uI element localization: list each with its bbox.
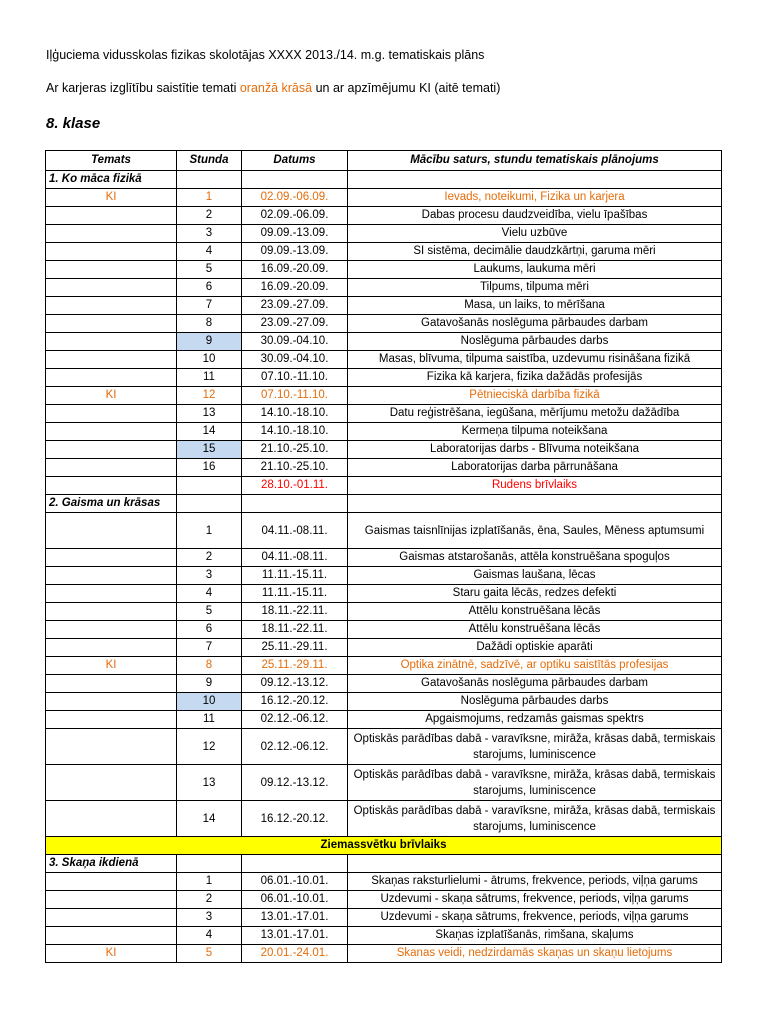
temats-cell	[46, 693, 177, 711]
section-row	[46, 495, 722, 513]
datums-cell: 30.09.-04.10.	[242, 333, 348, 351]
datums-cell: 16.12.-20.12.	[242, 801, 348, 837]
table-row	[46, 351, 722, 369]
section-title-cell: 1. Ko māca fizikā	[46, 171, 177, 189]
saturs-cell: Attēlu konstruēšana lēcās	[348, 603, 722, 621]
stunda-cell: 4	[177, 243, 242, 261]
table-row	[46, 387, 722, 405]
datums-cell: 16.12.-20.12.	[242, 693, 348, 711]
section-row	[46, 171, 722, 189]
datums-cell: 06.01.-10.01.	[242, 891, 348, 909]
table-row	[46, 423, 722, 441]
table-row	[46, 711, 722, 729]
table-row	[46, 279, 722, 297]
stunda-cell: 6	[177, 279, 242, 297]
saturs-cell: Gaismas atstarošanās, attēla konstruēšana spoguļos	[348, 549, 722, 567]
empty-cell	[242, 495, 348, 513]
datums-cell: 02.09.-06.09.	[242, 189, 348, 207]
saturs-cell: Fizika kā karjera, fizika dažādās profesijās	[348, 369, 722, 387]
datums-cell: 07.10.-11.10.	[242, 387, 348, 405]
table-row	[46, 693, 722, 711]
temats-cell: KI	[46, 189, 177, 207]
table-row	[46, 297, 722, 315]
saturs-cell: Gaismas taisnlīnijas izplatīšanās, ēna, Saules, Mēness aptumsumi	[348, 513, 722, 549]
section-title-cell: 2. Gaisma un krāsas	[46, 495, 177, 513]
datums-cell: 09.12.-13.12.	[242, 675, 348, 693]
temats-cell	[46, 765, 177, 801]
temats-cell	[46, 297, 177, 315]
datums-cell: 06.01.-10.01.	[242, 873, 348, 891]
saturs-cell: Dabas procesu daudzveidība, vielu īpašības	[348, 207, 722, 225]
empty-cell	[348, 855, 722, 873]
table-row	[46, 765, 722, 801]
stunda-cell: 3	[177, 909, 242, 927]
saturs-cell: Optiskās parādības dabā - varavīksne, mirāža, krāsas dabā, termiskais starojums, luminiscence	[348, 729, 722, 765]
temats-cell	[46, 243, 177, 261]
temats-cell	[46, 891, 177, 909]
grade-heading: 8. klase	[46, 115, 101, 132]
datums-cell: 25.11.-29.11.	[242, 639, 348, 657]
saturs-cell: Laboratorijas darbs - Blīvuma noteikšana	[348, 441, 722, 459]
temats-cell	[46, 603, 177, 621]
table-row	[46, 675, 722, 693]
temats-cell	[46, 927, 177, 945]
stunda-cell: 2	[177, 891, 242, 909]
saturs-cell: Skaņas raksturlielumi - ātrums, frekvence, periods, viļņa garums	[348, 873, 722, 891]
empty-cell	[242, 855, 348, 873]
temats-cell	[46, 423, 177, 441]
stunda-cell: 14	[177, 423, 242, 441]
career-note	[46, 81, 500, 95]
stunda-cell: 10	[177, 693, 242, 711]
empty-cell	[242, 171, 348, 189]
temats-cell	[46, 801, 177, 837]
stunda-cell: 5	[177, 603, 242, 621]
stunda-cell	[177, 477, 242, 495]
saturs-cell: Masas, blīvuma, tilpuma saistība, uzdevumu risināšana fizikā	[348, 351, 722, 369]
document-title: Iļģuciema vidusskolas fizikas skolotājas XXXX 2013./14. m.g. tematiskais plāns	[46, 48, 485, 62]
table-header-row	[46, 151, 722, 171]
stunda-cell: 1	[177, 873, 242, 891]
saturs-cell: Gaismas laušana, lēcas	[348, 567, 722, 585]
saturs-cell: Masa, un laiks, to mērīšana	[348, 297, 722, 315]
temats-cell	[46, 369, 177, 387]
stunda-cell: 9	[177, 333, 242, 351]
stunda-cell: 4	[177, 585, 242, 603]
table-row	[46, 657, 722, 675]
stunda-cell: 11	[177, 369, 242, 387]
table-row	[46, 243, 722, 261]
datums-cell: 14.10.-18.10.	[242, 423, 348, 441]
stunda-cell: 13	[177, 405, 242, 423]
temats-cell	[46, 513, 177, 549]
temats-cell	[46, 549, 177, 567]
temats-cell	[46, 225, 177, 243]
saturs-cell: Kermeņa tilpuma noteikšana	[348, 423, 722, 441]
datums-cell: 20.01.-24.01.	[242, 945, 348, 963]
datums-cell: 30.09.-04.10.	[242, 351, 348, 369]
datums-cell: 09.12.-13.12.	[242, 765, 348, 801]
saturs-cell: Tilpums, tilpuma mēri	[348, 279, 722, 297]
temats-cell	[46, 441, 177, 459]
stunda-cell: 11	[177, 711, 242, 729]
stunda-cell: 7	[177, 639, 242, 657]
temats-cell	[46, 405, 177, 423]
thematic-plan-table	[45, 150, 722, 963]
holiday-row	[46, 837, 722, 855]
empty-cell	[177, 495, 242, 513]
saturs-cell: Vielu uzbūve	[348, 225, 722, 243]
stunda-cell: 8	[177, 315, 242, 333]
table-row	[46, 729, 722, 765]
saturs-cell: Gatavošanās noslēguma pārbaudes darbam	[348, 675, 722, 693]
stunda-cell: 8	[177, 657, 242, 675]
stunda-cell: 12	[177, 729, 242, 765]
saturs-cell: Dažādi optiskie aparāti	[348, 639, 722, 657]
table-row	[46, 801, 722, 837]
stunda-cell: 2	[177, 207, 242, 225]
saturs-cell: Optiskās parādības dabā - varavīksne, mirāža, krāsas dabā, termiskais starojums, luminiscence	[348, 801, 722, 837]
career-note-orange: oranžā krāsā	[239, 81, 313, 95]
temats-cell	[46, 477, 177, 495]
table-row	[46, 927, 722, 945]
datums-cell: 28.10.-01.11.	[242, 477, 348, 495]
temats-cell	[46, 567, 177, 585]
temats-cell	[46, 261, 177, 279]
stunda-cell: 5	[177, 945, 242, 963]
saturs-cell: Skanas veidi, nedzirdamās skaņas un skaņu lietojums	[348, 945, 722, 963]
temats-cell	[46, 351, 177, 369]
table-row	[46, 333, 722, 351]
datums-cell: 11.11.-15.11.	[242, 567, 348, 585]
section-row	[46, 855, 722, 873]
datums-cell: 23.09.-27.09.	[242, 315, 348, 333]
saturs-cell: Rudens brīvlaiks	[348, 477, 722, 495]
datums-cell: 21.10.-25.10.	[242, 441, 348, 459]
saturs-cell: Datu reģistrēšana, iegūšana, mērījumu metožu dažādība	[348, 405, 722, 423]
temats-cell	[46, 585, 177, 603]
stunda-cell: 5	[177, 261, 242, 279]
stunda-cell: 16	[177, 459, 242, 477]
datums-cell: 23.09.-27.09.	[242, 297, 348, 315]
table-row	[46, 315, 722, 333]
saturs-cell: Optiskās parādības dabā - varavīksne, mirāža, krāsas dabā, termiskais starojums, luminiscence	[348, 765, 722, 801]
saturs-cell: Uzdevumi - skaņa sātrums, frekvence, periods, viļņa garums	[348, 909, 722, 927]
stunda-cell: 2	[177, 549, 242, 567]
empty-cell	[177, 171, 242, 189]
saturs-cell: Laukums, laukuma mēri	[348, 261, 722, 279]
saturs-cell: Staru gaita lēcās, redzes defekti	[348, 585, 722, 603]
empty-cell	[348, 495, 722, 513]
career-note-start: Ar karjeras izglītību saistītie temati	[46, 81, 240, 95]
datums-cell: 09.09.-13.09.	[242, 243, 348, 261]
datums-cell: 16.09.-20.09.	[242, 261, 348, 279]
table-row	[46, 603, 722, 621]
datums-cell: 07.10.-11.10.	[242, 369, 348, 387]
saturs-cell: Uzdevumi - skaņa sātrums, frekvence, periods, viļņa garums	[348, 891, 722, 909]
datums-cell: 02.09.-06.09.	[242, 207, 348, 225]
table-row	[46, 945, 722, 963]
stunda-cell: 3	[177, 567, 242, 585]
datums-cell: 11.11.-15.11.	[242, 585, 348, 603]
datums-cell: 14.10.-18.10.	[242, 405, 348, 423]
temats-cell	[46, 909, 177, 927]
table-row	[46, 477, 722, 495]
temats-cell: KI	[46, 387, 177, 405]
table-row	[46, 513, 722, 549]
saturs-cell: Attēlu konstruēšana lēcās	[348, 621, 722, 639]
table-row	[46, 873, 722, 891]
stunda-cell: 6	[177, 621, 242, 639]
stunda-cell: 10	[177, 351, 242, 369]
table-row	[46, 459, 722, 477]
career-note-end: un ar apzīmējumu KI (aitē temati)	[312, 81, 501, 95]
header-saturs: Mācību saturs, stundu tematiskais plānojums	[348, 151, 722, 171]
stunda-cell: 14	[177, 801, 242, 837]
datums-cell: 13.01.-17.01.	[242, 909, 348, 927]
saturs-cell: Pētnieciskā darbība fizikā	[348, 387, 722, 405]
temats-cell	[46, 711, 177, 729]
table-body	[46, 171, 722, 963]
stunda-cell: 13	[177, 765, 242, 801]
saturs-cell: Optika zinātnē, sadzīvē, ar optiku saistītās profesijas	[348, 657, 722, 675]
table-row	[46, 621, 722, 639]
table-row	[46, 585, 722, 603]
stunda-cell: 12	[177, 387, 242, 405]
header-datums: Datums	[242, 151, 348, 171]
stunda-cell: 3	[177, 225, 242, 243]
empty-cell	[177, 855, 242, 873]
table-row	[46, 549, 722, 567]
table-row	[46, 405, 722, 423]
saturs-cell: SI sistēma, decimālie daudzkārtņi, garuma mēri	[348, 243, 722, 261]
temats-cell	[46, 279, 177, 297]
saturs-cell: Noslēguma pārbaudes darbs	[348, 693, 722, 711]
table-row	[46, 225, 722, 243]
datums-cell: 02.12.-06.12.	[242, 711, 348, 729]
datums-cell: 25.11.-29.11.	[242, 657, 348, 675]
temats-cell	[46, 315, 177, 333]
table-row	[46, 567, 722, 585]
table-row	[46, 261, 722, 279]
temats-cell	[46, 333, 177, 351]
stunda-cell: 7	[177, 297, 242, 315]
holiday-cell: Ziemassvētku brīvlaiks	[46, 837, 722, 855]
datums-cell: 18.11.-22.11.	[242, 603, 348, 621]
temats-cell: KI	[46, 945, 177, 963]
saturs-cell: Laboratorijas darba pārrunāšana	[348, 459, 722, 477]
saturs-cell: Apgaismojums, redzamās gaismas spektrs	[348, 711, 722, 729]
saturs-cell: Ievads, noteikumi, Fizika un karjera	[348, 189, 722, 207]
table-row	[46, 189, 722, 207]
stunda-cell: 1	[177, 189, 242, 207]
table-row	[46, 207, 722, 225]
datums-cell: 04.11.-08.11.	[242, 549, 348, 567]
datums-cell: 02.12.-06.12.	[242, 729, 348, 765]
temats-cell	[46, 621, 177, 639]
datums-cell: 13.01.-17.01.	[242, 927, 348, 945]
temats-cell	[46, 639, 177, 657]
datums-cell: 04.11.-08.11.	[242, 513, 348, 549]
table-row	[46, 369, 722, 387]
empty-cell	[348, 171, 722, 189]
stunda-cell: 1	[177, 513, 242, 549]
temats-cell	[46, 459, 177, 477]
stunda-cell: 4	[177, 927, 242, 945]
datums-cell: 21.10.-25.10.	[242, 459, 348, 477]
saturs-cell: Noslēguma pārbaudes darbs	[348, 333, 722, 351]
datums-cell: 18.11.-22.11.	[242, 621, 348, 639]
temats-cell: KI	[46, 657, 177, 675]
stunda-cell: 9	[177, 675, 242, 693]
section-title-cell: 3. Skaņa ikdienā	[46, 855, 177, 873]
header-stunda: Stunda	[177, 151, 242, 171]
header-temats: Temats	[46, 151, 177, 171]
table-row	[46, 639, 722, 657]
temats-cell	[46, 873, 177, 891]
datums-cell: 16.09.-20.09.	[242, 279, 348, 297]
table-row	[46, 909, 722, 927]
datums-cell: 09.09.-13.09.	[242, 225, 348, 243]
table-row	[46, 891, 722, 909]
temats-cell	[46, 207, 177, 225]
saturs-cell: Skaņas izplatīšanās, rimšana, skaļums	[348, 927, 722, 945]
stunda-cell: 15	[177, 441, 242, 459]
temats-cell	[46, 675, 177, 693]
temats-cell	[46, 729, 177, 765]
saturs-cell: Gatavošanās noslēguma pārbaudes darbam	[348, 315, 722, 333]
table-row	[46, 441, 722, 459]
